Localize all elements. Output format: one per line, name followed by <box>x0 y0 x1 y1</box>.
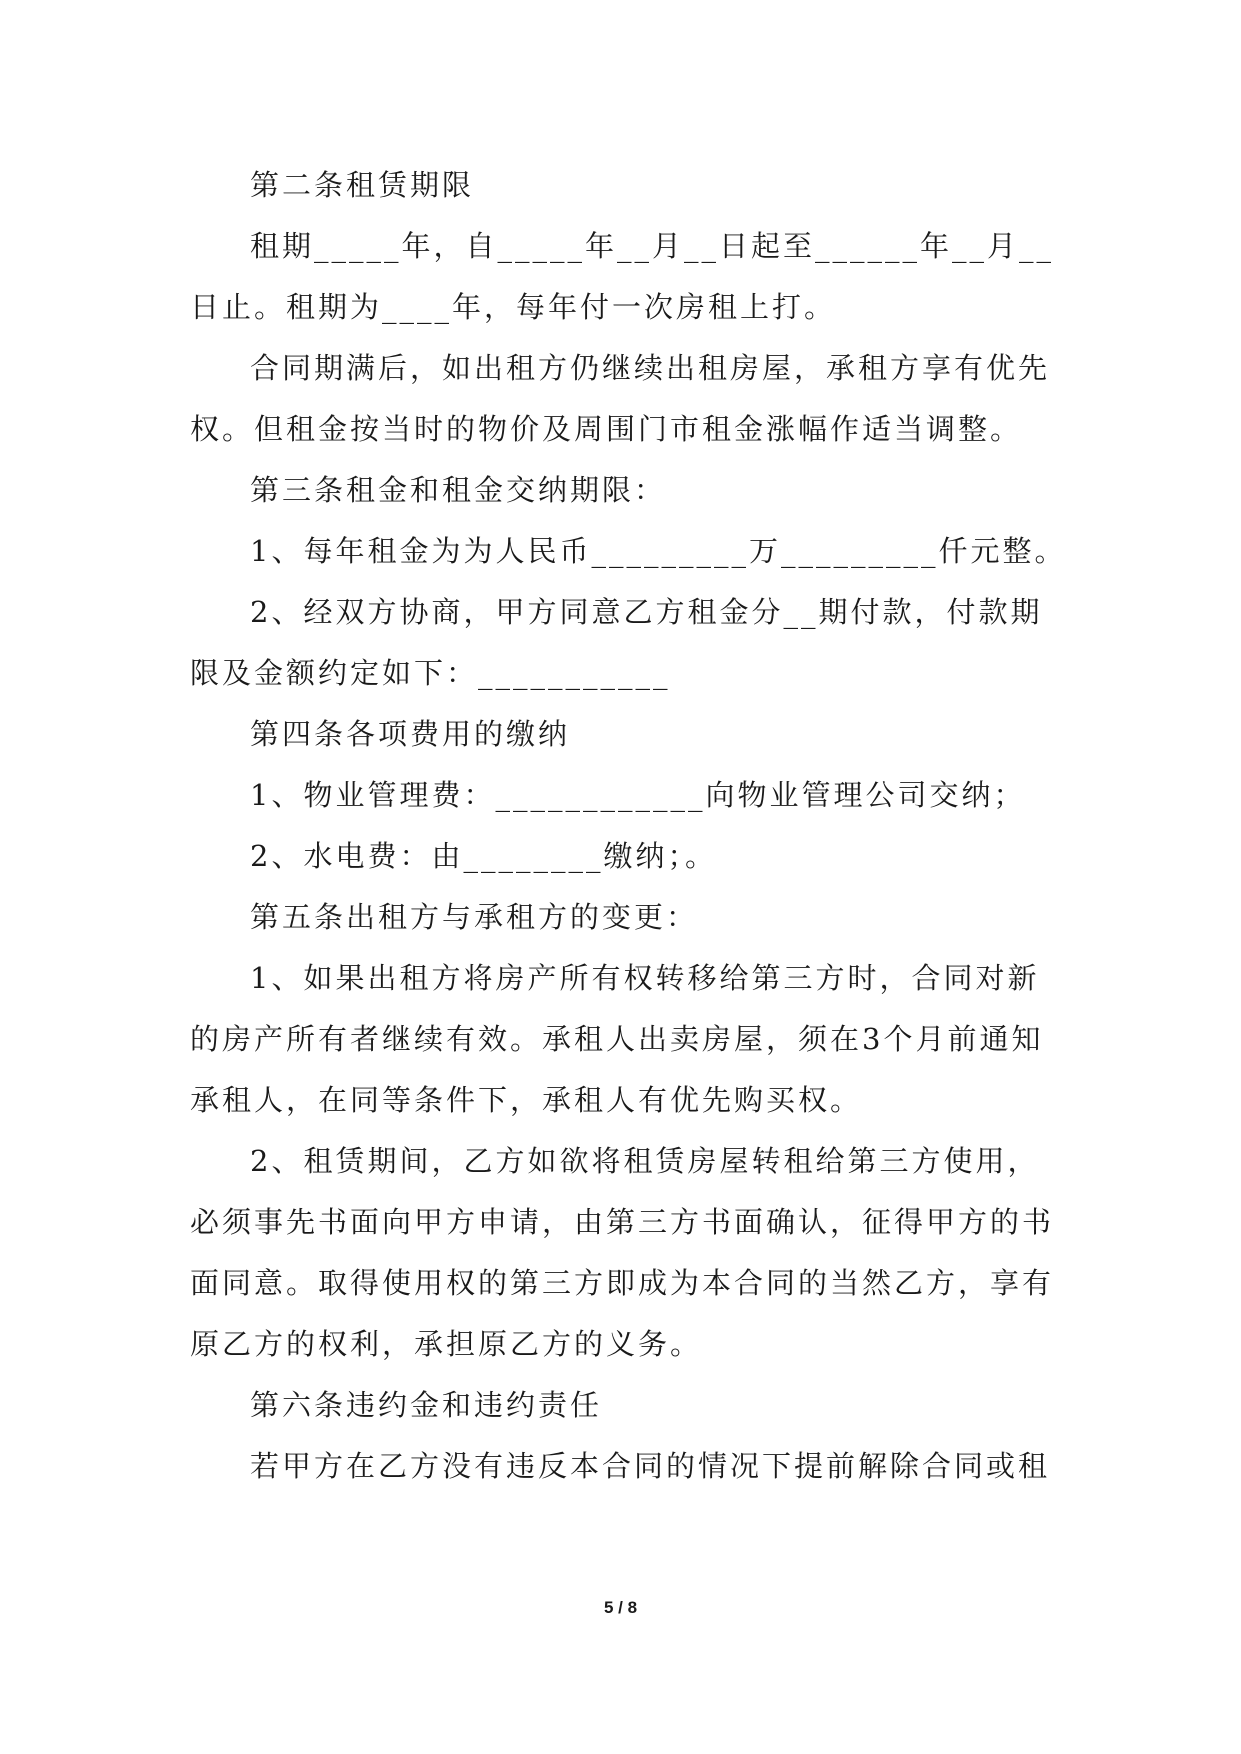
renewal-paragraph: 合同期满后，如出租方仍继续出租房屋，承租方享有优先权。但租金按当时的物价及周围门市租金涨幅作适当调整。 <box>190 351 1051 446</box>
breach-paragraph: 若甲方在乙方没有违反本合同的情况下提前解除合同或租 <box>250 1449 1051 1483</box>
installment-item: 2、经双方协商，甲方同意乙方租金分__期付款，付款期限及金额约定如下：___________ <box>190 595 1043 690</box>
article-3-heading: 第三条租金和租金交纳期限： <box>250 473 667 507</box>
page-number: 5 / 8 <box>603 1598 638 1617</box>
article-5-heading: 第五条出租方与承租方的变更： <box>250 900 699 934</box>
article-4-heading: 第四条各项费用的缴纳 <box>250 717 571 751</box>
article-6-heading: 第六条违约金和违约责任 <box>250 1388 603 1422</box>
ownership-transfer-item: 1、如果出租方将房产所有权转移给第三方时，合同对新的房产所有者继续有效。承租人出卖房屋，须在3个月前通知承租人，在同等条件下，承租人有优先购买权。 <box>190 961 1044 1117</box>
article-2-heading: 第二条租赁期限 <box>250 168 475 202</box>
sublease-item: 2、租赁期间，乙方如欲将租赁房屋转租给第三方使用，必须事先书面向甲方申请，由第三方书面确认，征得甲方的书面同意。取得使用权的第三方即成为本合同的当然乙方，享有原乙方的权利，承担原乙方的义务。 <box>190 1144 1055 1361</box>
lease-term-paragraph: 租期_____年，自_____年__月__日起至______年__月__日止。租期为____年，每年付一次房租上打。 <box>190 229 1055 324</box>
annual-rent-item: 1、每年租金为为人民币_________万_________仟元整。 <box>250 534 1067 568</box>
utilities-item: 2、水电费：由________缴纳；。 <box>250 839 717 873</box>
document-body <box>190 155 1070 1497</box>
property-fee-item: 1、物业管理费：____________向物业管理公司交纳； <box>250 778 1026 812</box>
